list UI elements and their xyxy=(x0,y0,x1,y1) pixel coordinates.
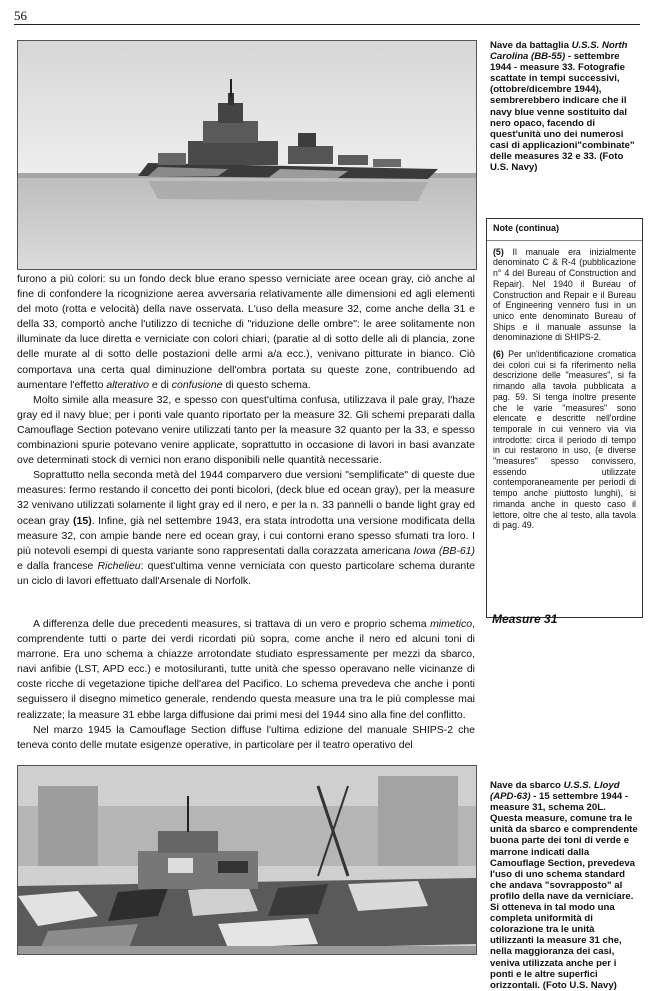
paragraph-3 xyxy=(17,468,475,589)
paragraph-1-mid: e di xyxy=(148,378,172,391)
emphasis-richelieu: Richelieu xyxy=(97,559,141,572)
caption-bottom-ship-name: U.S.S. Lloyd (APD-63) xyxy=(490,780,620,803)
paragraph-4-text: A differenza delle due precedenti measures, si trattava di un vero e proprio schema xyxy=(33,618,431,630)
paragraph-3-text-d: : quest'ultima venne verniciata con questo particolare schema durante un ciclo di lavori effettuato dall'Arsenale di Norfolk. xyxy=(17,559,475,587)
paragraph-2: Molto simile alla measure 32, e spesso con quest'ultima confusa, utilizzava il pale gray, l'haze gray ed il navy blue; per i ponti vale quanto riportato per la measure 32. Gli schemi preparati dalla Camouflage Section potevano venire utilizzati tanto per la measure 32 quanto per la 33, e spesso combinazioni spurie potevano venire applicate, soprattutto in occasione di lavori in basi avanzate ove determinati stock di vernici non erano disponibili nelle quantità necessarie. xyxy=(17,393,475,467)
note-6-text: Per un'identificazione cromatica dei colori cui si fa riferimento nella descrizione delle "measures", si fa rimando alla tavola pubblicata a pag. 59. Si tenga inoltre presente che le varie "measures" sono elencate e descritte nell'ordine temporale in cui vennero via via introdotte: circa il periodo di tempo in cui restarono in uso, (e diverse "measures" spesso convissero, essendo utilizzate contemporaneamente per periodi di tempo anche piuttosto lunghi), si rimanda anche in questo caso il lettore, oltre che al testo, alla tavola di pag. 49. xyxy=(493,349,636,531)
paragraph-4-text-b: , comprendente tutti o parte dei verdi ricordati più sopra, come anche il nero ed alcuni toni di marrone. Era uno schema a chiazze arrotondate studiato espressamente per mezzi da sbarco, navi anfibie (LST, APD ecc.) e motosiluranti, tutte unità che spesso operavano nelle vicinanze di coste ricche di vegetazione tipiche dell'area del Pacifico. Lo schema prevedeva che anche i ponti seguissero il disegno mimetico generale, rendendo questa measure una tra le più complesse mai realizzate; la measure 31 ebbe larga diffusione dai primi mesi del 1944 sino alla fine del conflitto. xyxy=(17,618,475,721)
caption-top-text: Nave da battaglia xyxy=(490,40,572,51)
paragraph-1-end: di questo schema. xyxy=(222,378,311,391)
caption-top-text-rest: - settembre 1944 - measure 33. Fotografie scattate in tempi successivi, (ottobre/dicembre 1944), sembrerebbero indicare che il navy blue venne sostituito dal nero opaco, facendo di quest'unità uno dei numerosi casi di applicazioni"combinate" delle measures 32 e 33. (Foto U.S. Navy) xyxy=(490,51,635,174)
emphasis-confusione: confusione xyxy=(171,378,223,391)
notes-box xyxy=(486,218,643,618)
caption-top xyxy=(490,40,640,173)
photo-battleship-image xyxy=(18,41,476,269)
emphasis-alterativo: alterativo xyxy=(106,378,149,391)
page-number: 56 xyxy=(14,8,27,23)
caption-bottom-text: Nave da sbarco xyxy=(490,780,564,791)
photo-landing-ship-image xyxy=(18,766,476,954)
photo-landing-ship-lloyd xyxy=(17,765,477,955)
section-heading-measure-31: Measure 31 xyxy=(492,612,558,626)
notes-divider xyxy=(487,240,642,241)
paragraph-1 xyxy=(17,272,475,393)
emphasis-iowa: Iowa (BB-61) xyxy=(413,544,476,557)
emphasis-mimetico: mimetico xyxy=(430,618,473,630)
note-6-number: (6) xyxy=(493,349,504,360)
note-6 xyxy=(493,349,636,531)
paragraph-4 xyxy=(17,617,475,723)
note-5-number: (5) xyxy=(493,246,504,257)
paragraph-3-text: Soprattutto nella seconda metà del 1944 comparvero due versioni "semplificate" di queste due measures: fermo restando il concetto dei ponti bicolori, (deck blue ed ocean gray), per la measure 32 venivano utilizzati solamente il light gray ed il nero, e per la n. 33 pannelli o bande light gray ed ocean gray xyxy=(17,469,475,527)
note-5-text: Il manuale era inizialmente denominato C & R-4 (pubblicazione n° 4 del Bureau of Construction and Repair). Nel 1940 il Bureau of Construction and Repair e il Bureau of Engineering vennero fusi in un unico ente denominato Bureau of Ships e il manuale assunse la denominazione di SHIPS-2. xyxy=(493,246,636,343)
body-text-block-2 xyxy=(17,617,475,753)
paragraph-1-text: furono a più colori: su un fondo deck blue erano spesso verniciate aree ocean gray, ciò anche al fine di confondere la ricognizione aerea avversaria relativamente alle dimensioni ed agli elementi del moto (rotta e velocità) della nave osservata. L'uso della measure 32, come anche della 31 e della 33, comportò anche l'utilizzo di tecniche di "riduzione delle ombre": le aree solitamente non illuminate da luce diretta e verniciate con colori chiari, (paratie al di sotto delle ali di plancia, zone delle murate al di sotto delle postazioni delle armi a/a ecc.), venivano pitturate in bianco. Ciò comportava una certa qual diminuzione dell'ombra portata su queste zone, contribuendo ad aumentare l'effetto xyxy=(17,273,475,391)
body-text-block-1 xyxy=(17,272,475,589)
paragraph-5: Nel marzo 1945 la Camouflage Section diffuse l'ultima edizione del manuale SHIPS-2 che teneva conto delle mutate esigenze operative, in particolare per il teatro operativo del xyxy=(17,723,475,751)
note-5 xyxy=(493,247,636,343)
photo-battleship-north-carolina xyxy=(17,40,477,270)
caption-bottom xyxy=(490,780,638,991)
caption-bottom-text-rest: - 15 settembre 1944 - measure 31, schema 20L. Questa measure, comune tra le unità da sbarco e comprendente buona parte dei toni di verde e marrone indicati dalla Camouflage Section, prevedeva l'uso di uno schema standard che andava "sovrapposto" al profilo della nave da verniciare. Si otteneva in tal modo una completa uniformità di colorazione tra le unità utilizzanti la measure 31 che, nella maggioranza dei casi, veniva utilizzata anche per i ponti e le altre superfici orizzontali. (Foto U.S. Navy) xyxy=(490,791,638,991)
paragraph-3-text-c: e dalla francese xyxy=(17,559,98,572)
header-rule xyxy=(14,24,640,25)
notes-title: Note (continua) xyxy=(493,223,559,233)
note-reference-15: (15) xyxy=(73,514,92,527)
paragraph-3-text-b: . Infine, già nel settembre 1943, era stata introdotta una versione modificata della measure 32, con ampie bande nere ed ocean gray, i cui contorni erano spesso sfumati tra loro. I più notevoli esempi di questa variante sono rappresentati dalla corazzata americana xyxy=(17,514,475,557)
caption-top-ship-name: U.S.S. North Carolina (BB-55) xyxy=(490,40,628,63)
